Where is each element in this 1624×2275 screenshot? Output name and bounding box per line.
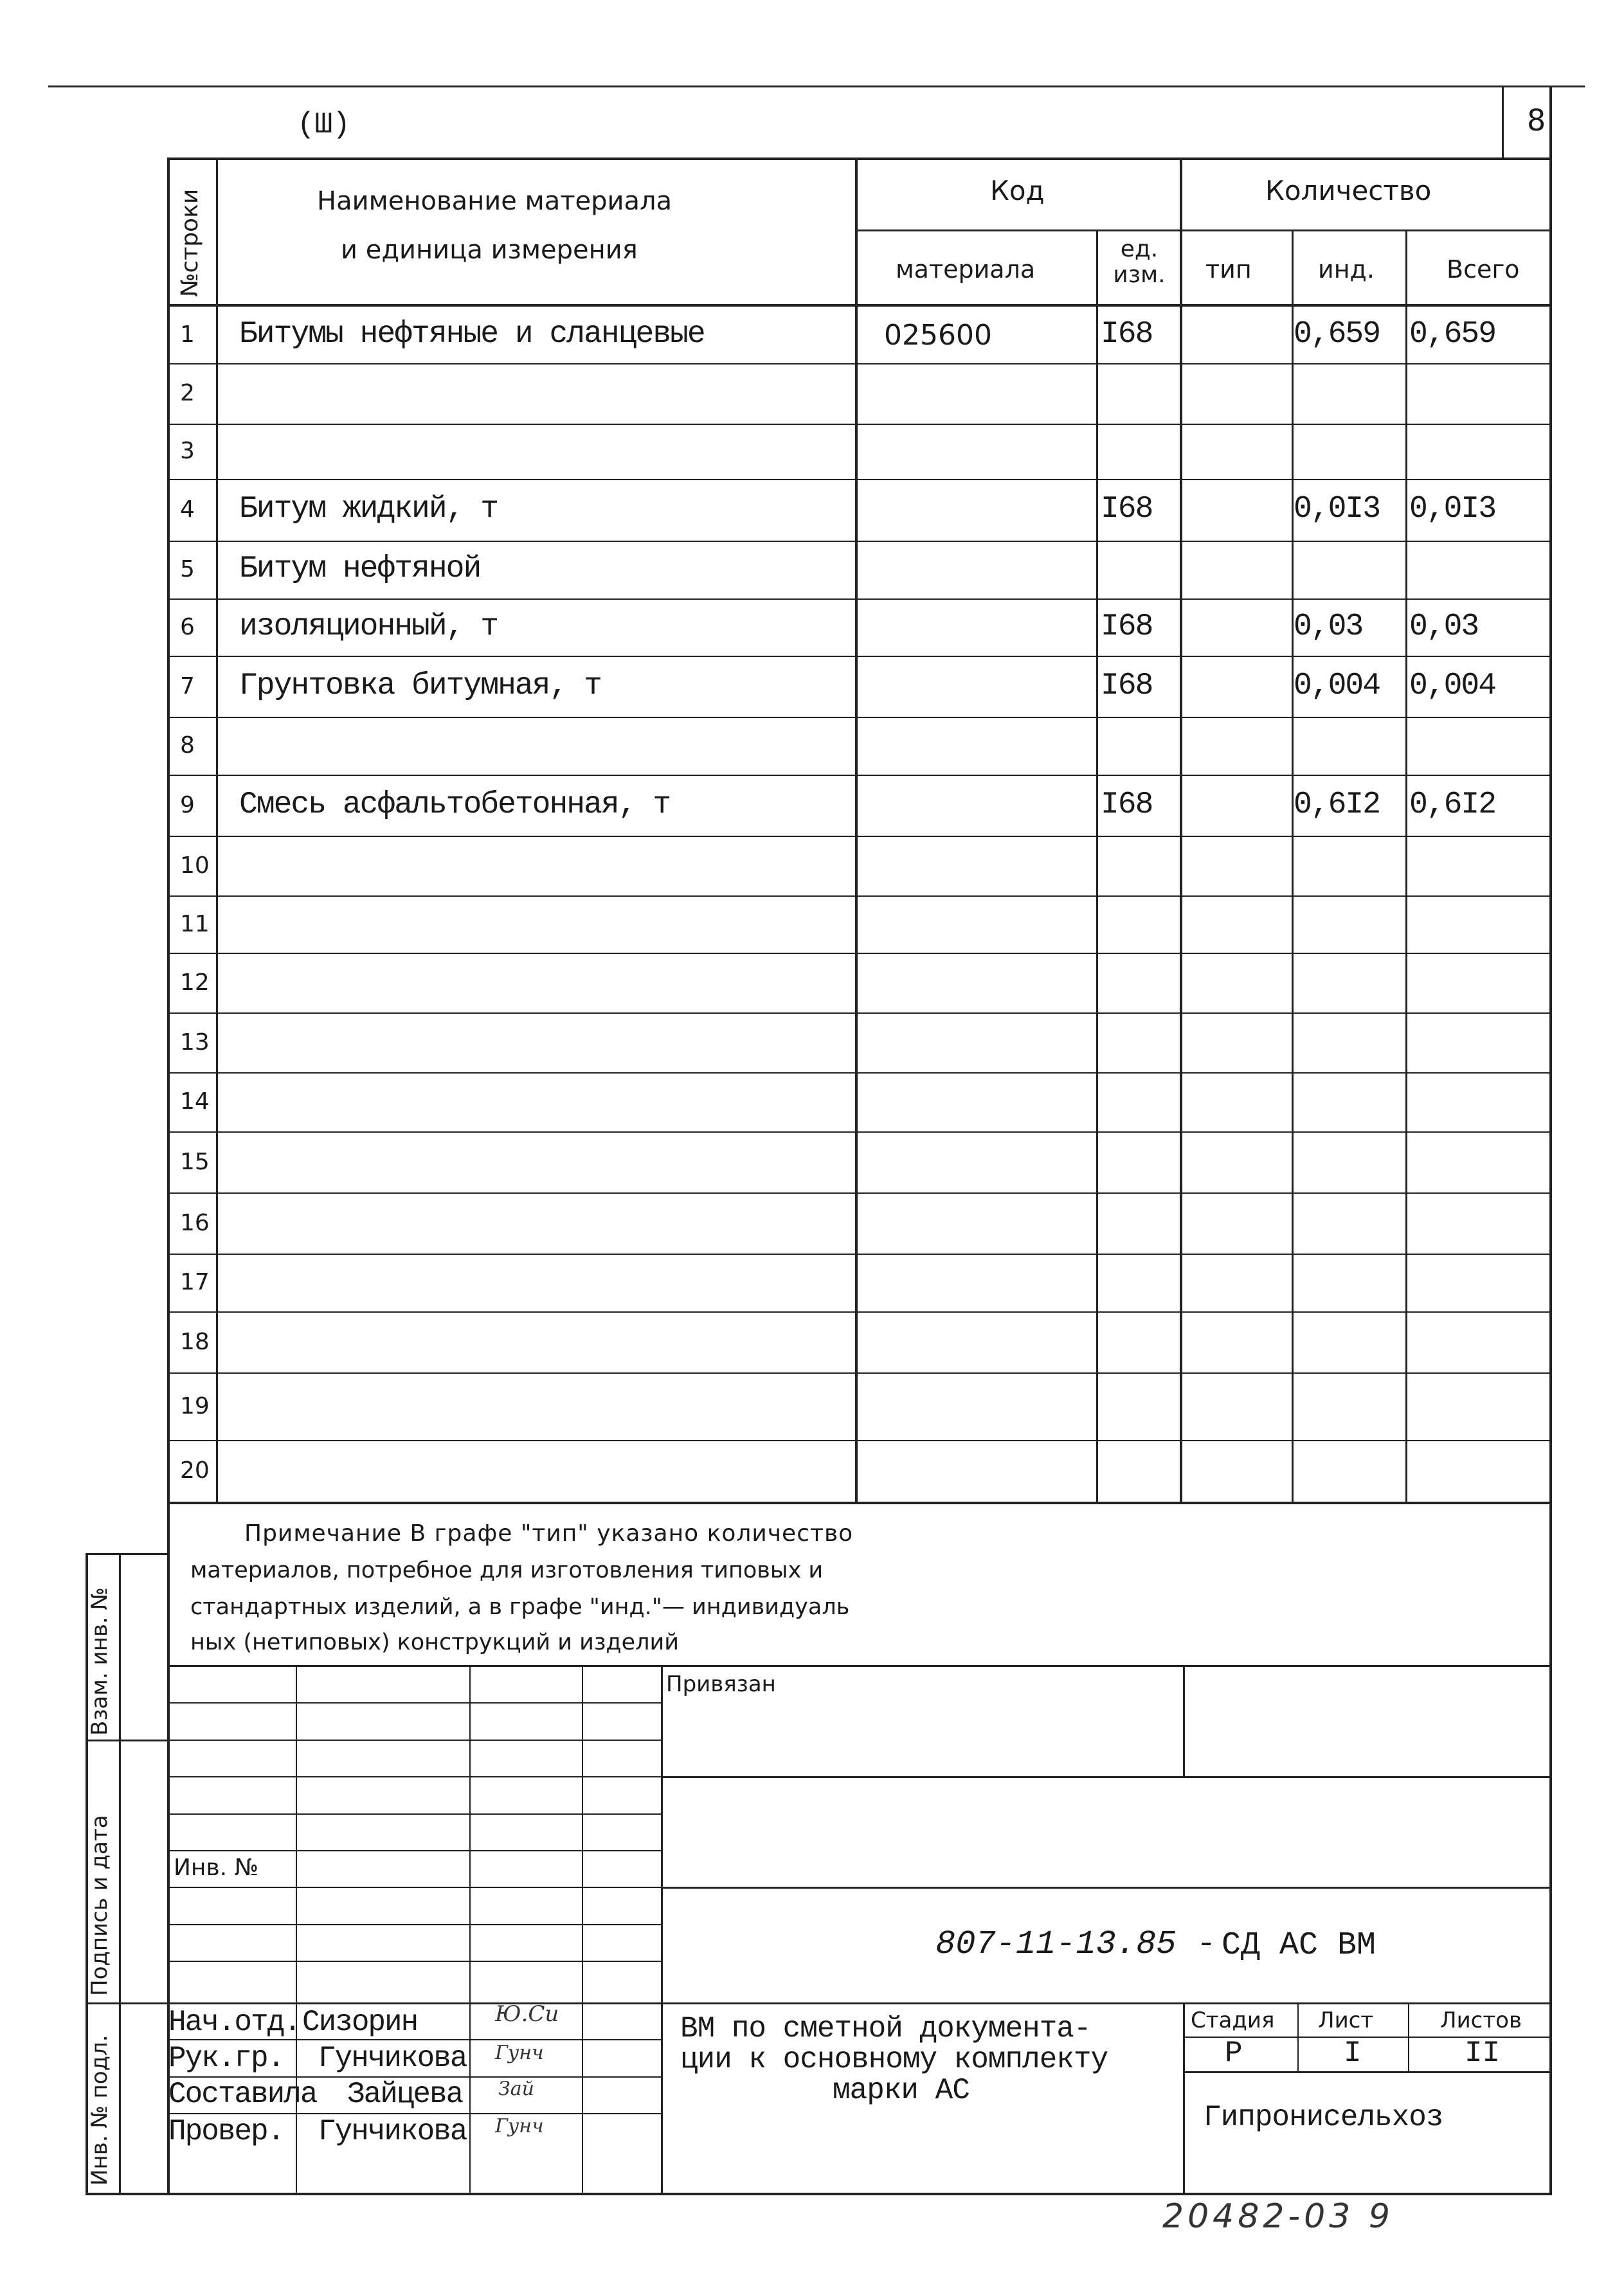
cell-no: 15 bbox=[180, 1149, 210, 1175]
staff-name-2: Гунчикова bbox=[318, 2042, 467, 2075]
cell-ind: 0,03 bbox=[1294, 609, 1363, 644]
col-qty-header: Количество bbox=[1265, 175, 1432, 206]
cell-unit: I68 bbox=[1101, 787, 1153, 822]
cell-no: 16 bbox=[180, 1210, 210, 1236]
signature-4: Гунч bbox=[495, 2115, 544, 2137]
cell-unit: I68 bbox=[1101, 609, 1153, 644]
table-row bbox=[0, 953, 1624, 1012]
table-row bbox=[0, 307, 1624, 363]
cell-no: 6 bbox=[180, 614, 195, 640]
staff-role-2: Рук.гр. bbox=[168, 2042, 284, 2075]
cell-name: Битум нефтяной bbox=[239, 552, 481, 586]
cell-no: 11 bbox=[180, 911, 210, 937]
cell-total: 0,659 bbox=[1409, 317, 1496, 352]
signature-2: Гунч bbox=[495, 2042, 544, 2064]
cell-name: Грунтовка битумная, т bbox=[239, 669, 601, 703]
col-qty-type-header: тип bbox=[1205, 255, 1252, 283]
cell-no: 18 bbox=[180, 1329, 210, 1355]
cell-no: 17 bbox=[180, 1269, 210, 1295]
cell-no: 8 bbox=[180, 732, 195, 759]
stage-label: Стадия bbox=[1191, 2008, 1275, 2033]
table-row bbox=[0, 1192, 1624, 1254]
cell-ind: 0,6I2 bbox=[1294, 787, 1380, 822]
section-mark: (Ш) bbox=[297, 108, 350, 141]
cell-no: 7 bbox=[180, 673, 195, 699]
page-number: 8 bbox=[1527, 103, 1546, 138]
staff-name-3: Зайцева bbox=[347, 2078, 463, 2111]
note-line-4: ных (нетиповых) конструкций и изделий bbox=[190, 1630, 680, 1655]
col-name-header-line1: Наименование материала bbox=[317, 186, 672, 216]
table-row bbox=[0, 479, 1624, 541]
side-label-podpis-data: Подпись и дата bbox=[87, 1815, 113, 1996]
cell-no: 2 bbox=[180, 380, 195, 406]
cell-unit: I68 bbox=[1101, 317, 1153, 352]
staff-role-4: Провер. bbox=[168, 2115, 284, 2148]
doc-title-line2: ции к основному комплекту bbox=[680, 2043, 1108, 2076]
archive-number: 20482-03 9 bbox=[1162, 2197, 1394, 2236]
stage-value: Р bbox=[1225, 2037, 1243, 2070]
cell-no: 5 bbox=[180, 556, 195, 582]
cell-total: 0,0I3 bbox=[1409, 492, 1496, 526]
cell-name: Битум жидкий, т bbox=[239, 492, 498, 526]
col-code-unit-header: ед. изм. bbox=[1113, 236, 1166, 288]
col-qty-ind-header: инд. bbox=[1318, 255, 1375, 283]
table-row bbox=[0, 775, 1624, 836]
cell-ind: 0,004 bbox=[1294, 669, 1380, 703]
sheets-label: Листов bbox=[1440, 2008, 1522, 2033]
doc-code: 807-11-13.85 - bbox=[935, 1925, 1216, 1963]
note-line-2: материалов, потребное для изготовления типовых и bbox=[190, 1558, 824, 1583]
doc-title-line3: марки АС bbox=[833, 2074, 970, 2107]
cell-ind: 0,659 bbox=[1294, 317, 1380, 352]
table-row bbox=[0, 1311, 1624, 1372]
table-row bbox=[0, 1012, 1624, 1072]
table-row bbox=[0, 598, 1624, 656]
cell-no: 10 bbox=[180, 852, 210, 879]
cell-no: 3 bbox=[180, 438, 195, 464]
col-code-material-header: материала bbox=[896, 255, 1036, 283]
signature-3: Зай bbox=[498, 2078, 534, 2100]
col-qty-total-header: Всего bbox=[1447, 255, 1520, 283]
side-label-inv-podl: Инв. № подл. bbox=[87, 2035, 113, 2186]
doc-mark: СД АС ВМ bbox=[1222, 1927, 1376, 1964]
inv-no-label: Инв. № bbox=[174, 1855, 259, 1881]
cell-ind: 0,0I3 bbox=[1294, 492, 1380, 526]
cell-no: 1 bbox=[180, 321, 195, 348]
table-row bbox=[0, 717, 1624, 775]
staff-name-1: Сизорин bbox=[302, 2006, 418, 2039]
staff-role-1: Нач.отд. bbox=[168, 2006, 300, 2039]
privyazan-label: Привязан bbox=[666, 1671, 776, 1697]
table-row bbox=[0, 1131, 1624, 1192]
cell-total: 0,004 bbox=[1409, 669, 1496, 703]
table-row bbox=[0, 656, 1624, 717]
col-name-header-line2: и единица измерения bbox=[341, 235, 638, 265]
cell-total: 0,6I2 bbox=[1409, 787, 1496, 822]
cell-unit: I68 bbox=[1101, 492, 1153, 526]
side-label-vzam-inv: Взам. инв. № bbox=[87, 1587, 113, 1736]
doc-title-line1: ВМ по сметной документа- bbox=[680, 2012, 1091, 2046]
cell-no: 14 bbox=[180, 1088, 210, 1115]
cell-no: 19 bbox=[180, 1393, 210, 1419]
col-row-no-header: №строки bbox=[177, 188, 203, 297]
cell-code: 025600 bbox=[884, 319, 992, 352]
col-code-header: Код bbox=[990, 175, 1045, 206]
signature-1: Ю.Си bbox=[495, 2001, 559, 2027]
organization-name: Гипронисельхоз bbox=[1204, 2101, 1443, 2134]
note-line-1: Примечание В графе "тип" указано количество bbox=[244, 1520, 854, 1547]
page-number-divider bbox=[1502, 85, 1504, 157]
sheet-value: I bbox=[1344, 2037, 1362, 2070]
table-row bbox=[0, 1254, 1624, 1311]
cell-no: 9 bbox=[180, 792, 195, 818]
frame-bottom bbox=[86, 2193, 1552, 2195]
table-row bbox=[0, 424, 1624, 479]
table-row bbox=[0, 541, 1624, 598]
table-row bbox=[0, 895, 1624, 953]
cell-no: 20 bbox=[180, 1457, 210, 1484]
staff-name-4: Гунчикова bbox=[318, 2115, 467, 2148]
cell-name: изоляционный, т bbox=[239, 609, 498, 644]
table-row bbox=[0, 1072, 1624, 1131]
cell-no: 13 bbox=[180, 1029, 210, 1056]
sheet-label: Лист bbox=[1318, 2008, 1374, 2033]
cell-name: Битумы нефтяные и сланцевые bbox=[239, 317, 705, 352]
cell-no: 4 bbox=[180, 496, 195, 523]
table-row bbox=[0, 1440, 1624, 1502]
table-row bbox=[0, 1372, 1624, 1440]
staff-role-3: Составила bbox=[168, 2078, 317, 2111]
table-row bbox=[0, 836, 1624, 895]
cell-unit: I68 bbox=[1101, 669, 1153, 703]
cell-no: 12 bbox=[180, 969, 210, 996]
cell-name: Смесь асфальтобетонная, т bbox=[239, 787, 671, 822]
table-row bbox=[0, 363, 1624, 424]
top-rule bbox=[48, 85, 1585, 87]
cell-total: 0,03 bbox=[1409, 609, 1479, 644]
note-line-3: стандартных изделий, а в графе "инд."— индивидуаль bbox=[190, 1594, 850, 1620]
sheets-value: II bbox=[1465, 2037, 1501, 2070]
